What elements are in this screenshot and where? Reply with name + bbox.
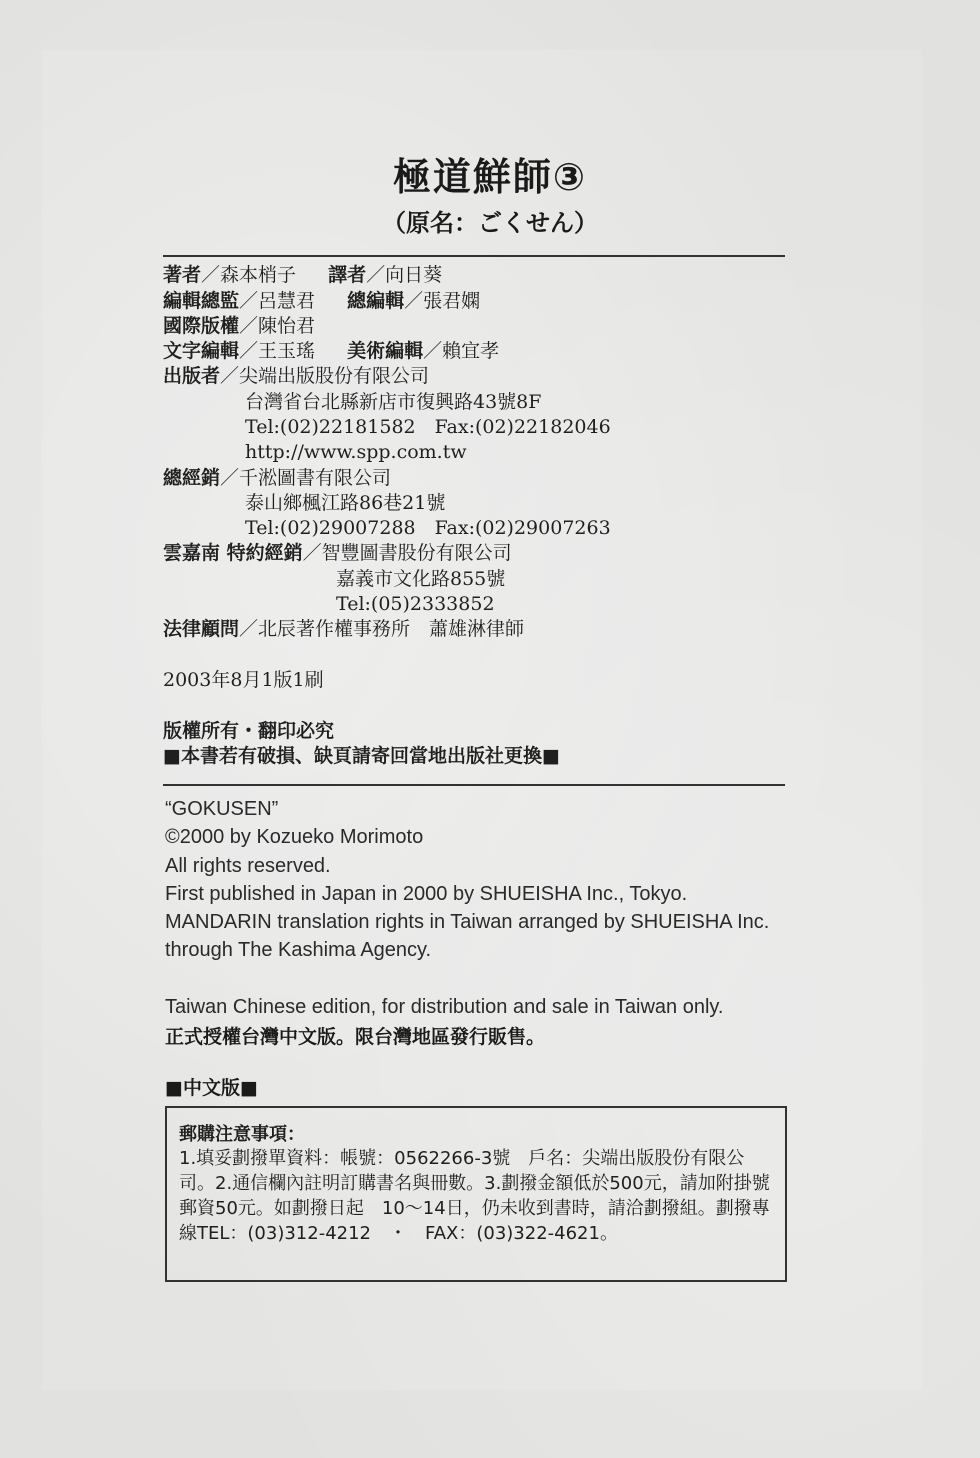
legal-row: 法律顧問／北辰著作權事務所 蕭雄淋律師 <box>163 618 525 640</box>
art-editor-label: 美術編輯 <box>347 340 424 362</box>
regional-name: 智豐圖書股份有限公司 <box>321 542 512 564</box>
legal-name: 北辰著作權事務所 蕭雄淋律師 <box>258 618 525 640</box>
mail-order-notice-box <box>165 1106 787 1282</box>
credit-supervisor-row: 編輯總監／呂慧君 總編輯／張君嫻 <box>163 290 481 312</box>
authorized-edition-zh: 正式授權台灣中文版。限台灣地區發行販售。 <box>165 1026 546 1048</box>
english-first-published: First published in Japan in 2000 by SHUEISHA Inc., Tokyo. <box>165 883 688 905</box>
distributor-name: 千淞圖書有限公司 <box>239 467 392 489</box>
english-reserved: All rights reserved. <box>165 855 331 877</box>
edition-date: 2003年8月1版1刷 <box>163 669 324 691</box>
publisher-address: 台灣省台北縣新店市復興路43號8F <box>245 391 542 413</box>
publisher-phone: Tel:(02)22181582 Fax:(02)22182046 <box>245 416 611 438</box>
publisher-row: 出版者／尖端出版股份有限公司 <box>163 365 430 387</box>
english-translation-rights: MANDARIN translation rights in Taiwan arranged by SHUEISHA Inc. <box>165 911 770 933</box>
english-title: “GOKUSEN” <box>165 798 279 820</box>
rights-reserved: 版權所有・翻印必究 <box>163 720 335 742</box>
mail-order-notice-body: 1.填妥劃撥單資料：帳號：0562266-3號 戶名：尖端出版股份有限公司。2.通信欄內註明訂購書名與冊數。3.劃撥金額低於500元，請加附掛號郵資50元。如劃撥日起 10～14日，仍未收到書時，請洽劃撥組。劃撥專線TEL：(03)312-4212 ・ FAX：(03)322-4621。 <box>179 1148 770 1244</box>
distributor-phone: Tel:(02)29007288 Fax:(02)29007263 <box>245 517 611 539</box>
legal-label: 法律顧問 <box>163 618 240 640</box>
publisher-label: 出版者 <box>163 365 221 387</box>
chief-supervisor-name: 呂慧君 <box>258 290 316 312</box>
top-divider <box>163 255 785 257</box>
mail-order-notice-title: 郵購注意事項： <box>179 1124 305 1145</box>
credit-editors-row: 文字編輯／王玉瑤 美術編輯／賴宜孝 <box>163 340 500 362</box>
chief-supervisor-label: 編輯總監 <box>163 290 240 312</box>
author-name: 森本梢子 <box>220 264 297 286</box>
credit-intl-rights-row: 國際版權／陳怡君 <box>163 315 316 337</box>
regional-phone: Tel:(05)2333852 <box>336 593 495 615</box>
distributor-row: 總經銷／千淞圖書有限公司 <box>163 467 392 489</box>
original-title: （原名：ごくせん） <box>382 209 598 237</box>
damage-notice: ■本書若有破損、缺頁請寄回當地出版社更換■ <box>163 745 560 767</box>
publisher-name: 尖端出版股份有限公司 <box>239 365 430 387</box>
text-editor-label: 文字編輯 <box>163 340 240 362</box>
middle-divider <box>163 784 785 786</box>
translator-label: 譯者 <box>328 264 367 286</box>
distributor-label: 總經銷 <box>163 467 221 489</box>
credit-author-row: 著者／森本梢子 譯者／向日葵 <box>163 264 443 286</box>
regional-label: 雲嘉南 特約經銷 <box>163 542 303 564</box>
chief-editor-label: 總編輯 <box>347 290 405 312</box>
english-agency: through The Kashima Agency. <box>165 939 432 961</box>
version-tag: ■中文版■ <box>165 1077 258 1099</box>
translator-name: 向日葵 <box>385 264 443 286</box>
regional-distributor-row: 雲嘉南 特約經銷／智豐圖書股份有限公司 <box>163 542 512 564</box>
chief-editor-name: 張君嫻 <box>423 290 481 312</box>
author-label: 著者 <box>163 264 202 286</box>
intl-rights-name: 陳怡君 <box>258 315 316 337</box>
publisher-url: http://www.spp.com.tw <box>245 441 467 463</box>
text-editor-name: 王玉瑤 <box>258 340 316 362</box>
regional-address: 嘉義市文化路855號 <box>336 568 506 590</box>
english-edition-note: Taiwan Chinese edition, for distribution and sale in Taiwan only. <box>165 996 724 1018</box>
english-copyright: ©2000 by Kozueko Morimoto <box>165 826 424 848</box>
distributor-address: 泰山鄉楓江路86巷21號 <box>245 492 446 514</box>
book-title: 極道鮮師③ <box>392 155 588 199</box>
art-editor-name: 賴宜孝 <box>442 340 500 362</box>
intl-rights-label: 國際版權 <box>163 315 240 337</box>
